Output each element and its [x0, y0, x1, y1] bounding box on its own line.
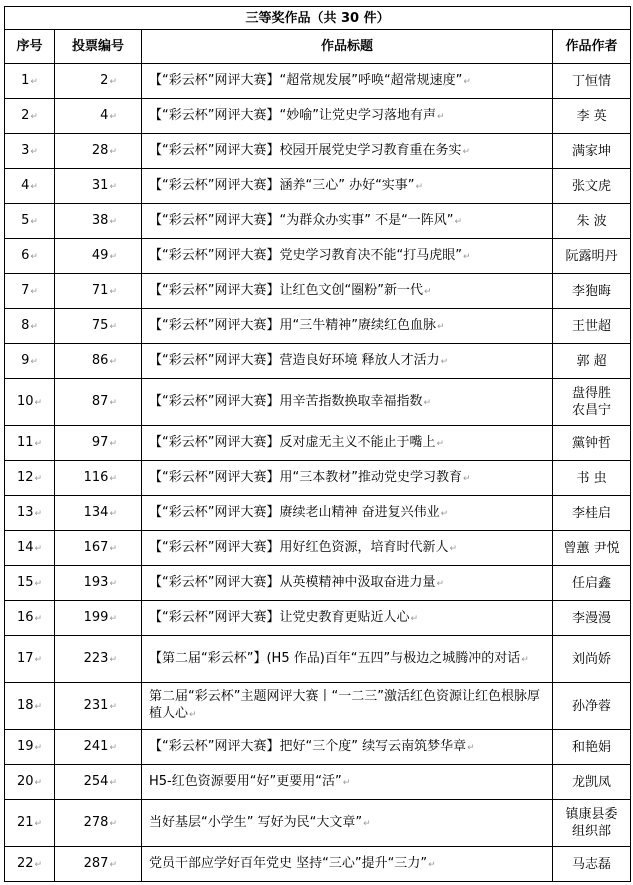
row-seq-cell	[5, 531, 55, 566]
row-seq-cell	[5, 134, 55, 169]
row-vote-number-cell	[55, 204, 142, 239]
paragraph-mark-icon: ↵	[410, 613, 419, 624]
row-author: 张文虎	[572, 178, 612, 194]
paragraph-mark-icon: ↵	[109, 216, 117, 227]
row-title-cell	[142, 531, 553, 566]
row-author-cell	[553, 169, 631, 204]
row-vote-number: 223	[83, 650, 109, 666]
row-seq: 2	[21, 107, 30, 123]
row-seq: 1	[21, 72, 30, 88]
paragraph-mark-icon: ↵	[34, 818, 43, 829]
row-title: 【“彩云杯”网评大赛】用辛苦指数换取幸福指数	[149, 393, 423, 409]
row-seq: 13	[16, 504, 34, 520]
row-author-cell	[553, 64, 631, 99]
row-seq-cell	[5, 99, 55, 134]
paragraph-mark-icon: ↵	[34, 654, 43, 665]
row-seq: 22	[16, 855, 34, 871]
row-title: 【“彩云杯”网评大赛】用“三牛精神”赓续红色血脉	[149, 317, 436, 333]
row-vote-number-cell	[55, 800, 142, 847]
paragraph-mark-icon: ↵	[423, 397, 432, 408]
paragraph-mark-icon: ↵	[30, 76, 38, 87]
row-seq: 20	[16, 773, 34, 789]
row-seq-cell	[5, 800, 55, 847]
row-title-cell	[142, 683, 553, 730]
row-author: 书 虫	[576, 470, 607, 486]
paragraph-mark-icon: ↵	[34, 578, 43, 589]
row-seq: 14	[16, 539, 34, 555]
row-title: 【“彩云杯”网评大赛】“为群众办实事” 不是“一阵风”	[149, 212, 454, 228]
row-vote-number: 97	[91, 434, 109, 450]
row-vote-number-cell	[55, 274, 142, 309]
paragraph-mark-icon: ↵	[449, 543, 458, 554]
table-row	[5, 461, 631, 496]
row-vote-number-cell	[55, 64, 142, 99]
paragraph-mark-icon: ↵	[30, 251, 38, 262]
paragraph-mark-icon: ↵	[30, 286, 38, 297]
row-title-cell	[142, 134, 553, 169]
row-vote-number-cell	[55, 566, 142, 601]
paragraph-mark-icon: ↵	[109, 286, 117, 297]
table-row	[5, 169, 631, 204]
paragraph-mark-icon: ↵	[109, 701, 117, 712]
row-vote-number: 241	[83, 738, 109, 754]
row-vote-number: 49	[91, 247, 109, 263]
paragraph-mark-icon: ↵	[30, 181, 38, 192]
row-seq: 11	[16, 434, 34, 450]
row-vote-number: 86	[91, 352, 109, 368]
table-row	[5, 239, 631, 274]
row-title: 【“彩云杯”网评大赛】涵养“三心” 办好“实事”	[149, 177, 415, 193]
paragraph-mark-icon: ↵	[109, 508, 117, 519]
row-title-cell	[142, 344, 553, 379]
row-author-cell	[553, 204, 631, 239]
row-seq: 16	[16, 609, 34, 625]
row-title: 【“彩云杯”网评大赛】让红色文创“圈粉”新一代	[149, 282, 423, 298]
row-seq: 19	[16, 738, 34, 754]
row-author: 孙净蓉	[572, 698, 612, 714]
paragraph-mark-icon: ↵	[109, 613, 117, 624]
row-title: 【“彩云杯”网评大赛】把好“三个度” 续写云南筑梦华章	[149, 738, 467, 754]
row-title-cell	[142, 765, 553, 800]
table-row	[5, 496, 631, 531]
paragraph-mark-icon: ↵	[109, 654, 117, 665]
row-vote-number-cell	[55, 730, 142, 765]
row-title-cell	[142, 800, 553, 847]
row-vote-number-cell	[55, 601, 142, 636]
row-author-cell	[553, 344, 631, 379]
row-author: 王世超	[572, 318, 612, 334]
row-author-cell	[553, 683, 631, 730]
row-seq-cell	[5, 426, 55, 461]
row-vote-number-cell	[55, 461, 142, 496]
row-title-cell	[142, 461, 553, 496]
table-row	[5, 379, 631, 426]
row-seq: 3	[21, 142, 30, 158]
row-seq-cell	[5, 566, 55, 601]
row-vote-number: 167	[83, 539, 109, 555]
paragraph-mark-icon: ↵	[462, 146, 471, 157]
row-seq: 21	[16, 814, 34, 830]
table-row	[5, 531, 631, 566]
row-vote-number: 28	[91, 142, 109, 158]
paragraph-mark-icon: ↵	[109, 473, 117, 484]
row-seq-cell	[5, 683, 55, 730]
paragraph-mark-icon: ↵	[34, 397, 43, 408]
row-title: 当好基层“小学生” 写好为民“大文章”	[149, 814, 363, 830]
row-vote-number: 278	[83, 814, 109, 830]
paragraph-mark-icon: ↵	[109, 76, 117, 87]
row-seq-cell	[5, 461, 55, 496]
row-title-cell	[142, 636, 553, 683]
row-vote-number: 254	[83, 773, 109, 789]
table-row	[5, 566, 631, 601]
header-author: 作品作者	[553, 30, 631, 64]
row-title-cell	[142, 601, 553, 636]
row-author-cell	[553, 426, 631, 461]
row-seq: 17	[16, 650, 34, 666]
paragraph-mark-icon: ↵	[34, 613, 43, 624]
row-seq-cell	[5, 169, 55, 204]
row-author-cell	[553, 239, 631, 274]
paragraph-mark-icon: ↵	[30, 321, 38, 332]
row-title: 【“彩云杯”网评大赛】赓续老山精神 奋进复兴伟业	[149, 504, 440, 520]
paragraph-mark-icon: ↵	[109, 321, 117, 332]
paragraph-mark-icon: ↵	[440, 508, 449, 519]
row-author: 满家坤	[572, 143, 612, 159]
row-author-cell	[553, 461, 631, 496]
row-author: 黨钟哲	[572, 435, 612, 451]
row-seq-cell	[5, 344, 55, 379]
row-title-cell	[142, 274, 553, 309]
row-vote-number: 71	[91, 282, 109, 298]
row-seq-cell	[5, 636, 55, 683]
row-seq-cell	[5, 379, 55, 426]
paragraph-mark-icon: ↵	[34, 543, 43, 554]
paragraph-mark-icon: ↵	[34, 701, 43, 712]
table-title: 三等奖作品（共 30 件）	[5, 7, 631, 30]
row-title-cell	[142, 64, 553, 99]
row-seq: 8	[21, 317, 30, 333]
row-title-cell	[142, 239, 553, 274]
paragraph-mark-icon: ↵	[109, 111, 117, 122]
row-seq-cell	[5, 204, 55, 239]
paragraph-mark-icon: ↵	[440, 356, 449, 367]
row-title-cell	[142, 379, 553, 426]
row-title-cell	[142, 204, 553, 239]
row-title: 【“彩云杯”网评大赛】用好红色资源，培育时代新人	[149, 539, 449, 555]
row-author-cell	[553, 496, 631, 531]
row-title: 【“彩云杯”网评大赛】反对虚无主义不能止于嘴上	[149, 434, 436, 450]
paragraph-mark-icon: ↵	[109, 859, 117, 870]
paragraph-mark-icon: ↵	[30, 111, 38, 122]
paragraph-mark-icon: ↵	[428, 859, 436, 870]
row-title: 【“彩云杯”网评大赛】“超常规发展”呼唤“超常规速度”	[149, 72, 463, 88]
row-vote-number: 4	[100, 107, 109, 123]
row-title-cell	[142, 309, 553, 344]
row-author: 郭 超	[576, 353, 607, 369]
table-row	[5, 426, 631, 461]
row-title: 【“彩云杯”网评大赛】校园开展党史学习教育重在务实	[149, 142, 462, 158]
row-title-cell	[142, 99, 553, 134]
paragraph-mark-icon: ↵	[415, 181, 424, 192]
table-row	[5, 309, 631, 344]
table-row	[5, 204, 631, 239]
paragraph-mark-icon: ↵	[463, 76, 471, 87]
row-seq-cell	[5, 496, 55, 531]
paragraph-mark-icon: ↵	[436, 438, 445, 449]
table-row	[5, 601, 631, 636]
paragraph-mark-icon: ↵	[423, 286, 432, 297]
table-row	[5, 99, 631, 134]
row-vote-number-cell	[55, 426, 142, 461]
row-seq: 9	[21, 352, 30, 368]
paragraph-mark-icon: ↵	[30, 146, 38, 157]
row-author: 李漫漫	[572, 610, 612, 626]
row-title-cell	[142, 496, 553, 531]
row-title: 第二届“彩云杯”主题网评大赛丨“一二三”激活红色资源让红色根脉厚植人心	[149, 689, 540, 721]
table-row	[5, 636, 631, 683]
row-vote-number-cell	[55, 847, 142, 882]
paragraph-mark-icon: ↵	[363, 818, 371, 829]
row-vote-number: 38	[91, 212, 109, 228]
row-author-cell	[553, 636, 631, 683]
row-title: 【“彩云杯”网评大赛】让党史教育更贴近人心	[149, 609, 410, 625]
row-title: 党员干部应学好百年党史 坚持“三心”提升“三力”	[149, 855, 428, 871]
row-vote-number: 87	[91, 393, 109, 409]
row-vote-number: 75	[91, 317, 109, 333]
row-author-cell	[553, 99, 631, 134]
row-vote-number: 31	[91, 177, 109, 193]
table-row	[5, 344, 631, 379]
paragraph-mark-icon: ↵	[109, 818, 117, 829]
row-vote-number: 116	[83, 469, 109, 485]
row-author: 刘尚娇	[572, 651, 612, 667]
paragraph-mark-icon: ↵	[34, 742, 43, 753]
paragraph-mark-icon: ↵	[34, 508, 43, 519]
table-row	[5, 134, 631, 169]
paragraph-mark-icon: ↵	[109, 181, 117, 192]
paragraph-mark-icon: ↵	[436, 578, 445, 589]
paragraph-mark-icon: ↵	[34, 473, 43, 484]
row-author-cell	[553, 601, 631, 636]
row-author-cell	[553, 847, 631, 882]
row-author-cell	[553, 566, 631, 601]
table-row	[5, 765, 631, 800]
table-row	[5, 274, 631, 309]
paragraph-mark-icon: ↵	[109, 742, 117, 753]
row-vote-number: 2	[100, 72, 109, 88]
row-author: 李 英	[576, 108, 607, 124]
row-author: 和艳娟	[572, 739, 612, 755]
paragraph-mark-icon: ↵	[109, 438, 117, 449]
row-vote-number-cell	[55, 683, 142, 730]
row-seq-cell	[5, 239, 55, 274]
row-title: 【“彩云杯”网评大赛】“妙喻”让党史学习落地有声	[149, 107, 436, 123]
row-author-cell	[553, 309, 631, 344]
header-seq: 序号	[5, 30, 55, 64]
row-author-cell	[553, 765, 631, 800]
row-author: 任启鑫	[572, 575, 612, 591]
row-seq: 15	[16, 574, 34, 590]
row-vote-number-cell	[55, 765, 142, 800]
row-seq: 5	[21, 212, 30, 228]
row-title-cell	[142, 847, 553, 882]
paragraph-mark-icon: ↵	[34, 777, 43, 788]
row-seq-cell	[5, 847, 55, 882]
row-seq-cell	[5, 64, 55, 99]
row-vote-number-cell	[55, 239, 142, 274]
row-seq: 6	[21, 247, 30, 263]
row-title-cell	[142, 566, 553, 601]
paragraph-mark-icon: ↵	[109, 251, 117, 262]
paragraph-mark-icon: ↵	[521, 654, 529, 665]
row-seq-cell	[5, 309, 55, 344]
row-author: 镇康县委 组织部	[565, 807, 618, 839]
row-seq: 10	[16, 393, 34, 409]
row-author-cell	[553, 800, 631, 847]
row-seq: 4	[21, 177, 30, 193]
awards-table	[4, 6, 631, 882]
row-title: 【第二届“彩云杯”】(H5 作品)百年“五四”与极边之城腾冲的对话	[149, 650, 521, 666]
paragraph-mark-icon: ↵	[109, 578, 117, 589]
row-title: 【“彩云杯”网评大赛】营造良好环境 释放人才活力	[149, 352, 440, 368]
paragraph-mark-icon: ↵	[109, 777, 117, 788]
paragraph-mark-icon: ↵	[109, 397, 117, 408]
row-seq: 7	[21, 282, 30, 298]
table-row	[5, 847, 631, 882]
row-author-cell	[553, 274, 631, 309]
row-author-cell	[553, 730, 631, 765]
paragraph-mark-icon: ↵	[462, 251, 471, 262]
row-author: 龙凯凤	[572, 774, 612, 790]
paragraph-mark-icon: ↵	[462, 473, 471, 484]
row-title: 【“彩云杯”网评大赛】党史学习教育决不能“打马虎眼”	[149, 247, 462, 263]
row-seq-cell	[5, 765, 55, 800]
paragraph-mark-icon: ↵	[109, 543, 117, 554]
row-vote-number-cell	[55, 99, 142, 134]
row-author-cell	[553, 379, 631, 426]
row-vote-number: 231	[83, 697, 109, 713]
paragraph-mark-icon: ↵	[454, 216, 463, 227]
header-vote-number: 投票编号	[55, 30, 142, 64]
paragraph-mark-icon: ↵	[34, 438, 43, 449]
table-row	[5, 730, 631, 765]
table-body	[5, 64, 631, 882]
row-seq-cell	[5, 730, 55, 765]
row-author: 曾蕙 尹悦	[563, 540, 620, 556]
row-author: 马志磊	[572, 856, 612, 872]
row-title: 【“彩云杯”网评大赛】从英模精神中汲取奋进力量	[149, 574, 436, 590]
table-row	[5, 800, 631, 847]
paragraph-mark-icon: ↵	[436, 321, 445, 332]
row-title-cell	[142, 426, 553, 461]
row-seq-cell	[5, 274, 55, 309]
row-vote-number: 134	[83, 504, 109, 520]
row-vote-number: 193	[83, 574, 109, 590]
row-vote-number-cell	[55, 636, 142, 683]
row-vote-number-cell	[55, 531, 142, 566]
row-title: H5-红色资源要用“好”更要用“活”	[149, 773, 342, 789]
row-author: 李狍晦	[572, 283, 612, 299]
row-vote-number-cell	[55, 169, 142, 204]
header-title: 作品标题	[142, 30, 553, 64]
paragraph-mark-icon: ↵	[30, 356, 38, 367]
row-author: 李桂启	[572, 505, 612, 521]
row-vote-number-cell	[55, 309, 142, 344]
row-author-cell	[553, 531, 631, 566]
row-seq: 12	[16, 469, 34, 485]
paragraph-mark-icon: ↵	[109, 356, 117, 367]
row-seq-cell	[5, 601, 55, 636]
row-title: 【“彩云杯”网评大赛】用“三本教材”推动党史学习教育	[149, 469, 462, 485]
row-author: 阮露明丹	[565, 248, 618, 264]
paragraph-mark-icon: ↵	[34, 859, 43, 870]
paragraph-mark-icon: ↵	[436, 111, 445, 122]
paragraph-mark-icon: ↵	[30, 216, 38, 227]
row-author: 盘得胜 农昌宁	[572, 386, 612, 418]
row-vote-number-cell	[55, 344, 142, 379]
table-row	[5, 64, 631, 99]
row-author: 丁恒情	[572, 73, 612, 89]
row-vote-number: 199	[83, 609, 109, 625]
row-seq: 18	[16, 697, 34, 713]
paragraph-mark-icon: ↵	[189, 710, 197, 720]
paragraph-mark-icon: ↵	[109, 146, 117, 157]
row-vote-number-cell	[55, 496, 142, 531]
row-title-cell	[142, 730, 553, 765]
row-title-cell	[142, 169, 553, 204]
row-author-cell	[553, 134, 631, 169]
row-vote-number-cell	[55, 134, 142, 169]
row-vote-number: 287	[83, 855, 109, 871]
paragraph-mark-icon: ↵	[467, 742, 475, 753]
table-row	[5, 683, 631, 730]
paragraph-mark-icon: ↵	[342, 777, 351, 788]
row-author: 朱 波	[576, 213, 607, 229]
row-vote-number-cell	[55, 379, 142, 426]
